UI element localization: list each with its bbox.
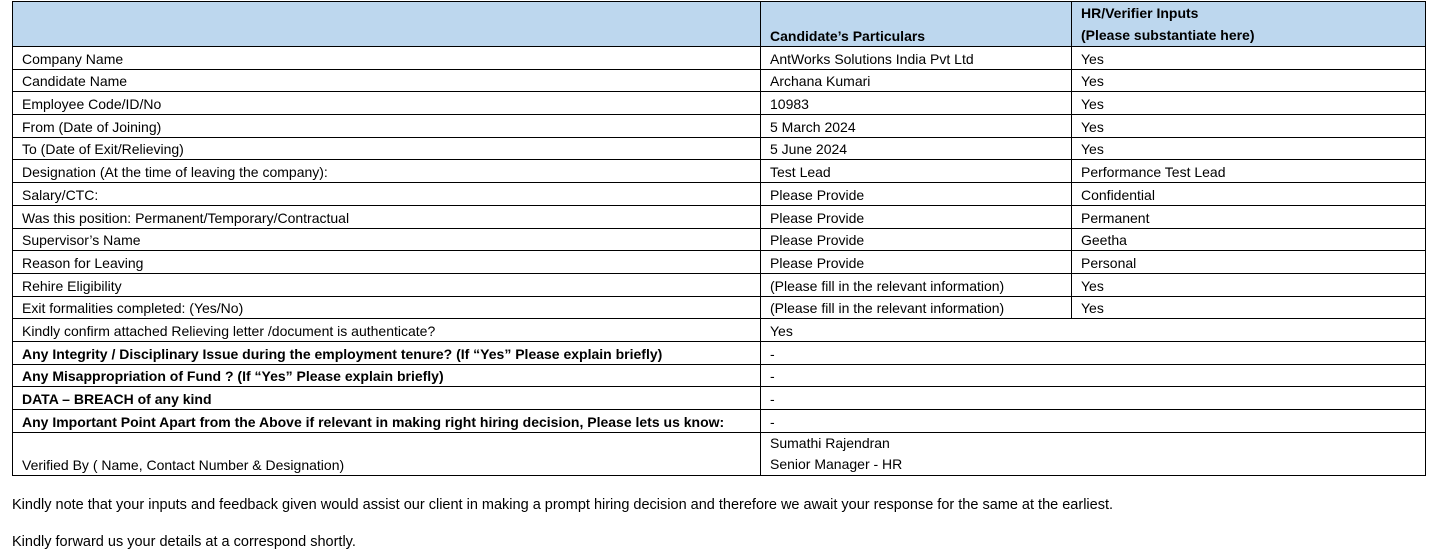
- table-row: [13, 205, 1426, 228]
- merged-row-label: DATA – BREACH of any kind: [13, 387, 761, 410]
- cut-off-line: Kindly forward us your details at a correspond shortly.: [12, 534, 356, 550]
- merged-row: [13, 387, 1426, 410]
- row-hr-value: Yes: [1072, 115, 1426, 138]
- row-hr-value: Yes: [1072, 69, 1426, 92]
- row-label: Reason for Leaving: [13, 251, 761, 274]
- table-row: [13, 183, 1426, 206]
- row-label: Was this position: Permanent/Temporary/Contractual: [13, 205, 761, 228]
- row-candidate-value: Archana Kumari: [761, 69, 1072, 92]
- row-label: Company Name: [13, 47, 761, 70]
- verified-by-label: Verified By ( Name, Contact Number & Designation): [13, 432, 761, 475]
- row-hr-value: Performance Test Lead: [1072, 160, 1426, 183]
- verified-by-value: [761, 432, 1426, 475]
- row-candidate-value: (Please fill in the relevant information): [761, 296, 1072, 319]
- row-candidate-value: 5 June 2024: [761, 137, 1072, 160]
- row-candidate-value: Test Lead: [761, 160, 1072, 183]
- row-hr-value: Personal: [1072, 251, 1426, 274]
- row-hr-value: Yes: [1072, 47, 1426, 70]
- merged-row-value: -: [761, 341, 1426, 364]
- row-candidate-value: (Please fill in the relevant information): [761, 273, 1072, 296]
- row-candidate-value: Please Provide: [761, 183, 1072, 206]
- row-candidate-value: AntWorks Solutions India Pvt Ltd: [761, 47, 1072, 70]
- row-candidate-value: 10983: [761, 92, 1072, 115]
- merged-row-label: Any Important Point Apart from the Above if relevant in making right hiring decision, Please lets us know:: [13, 410, 761, 433]
- row-candidate-value: Please Provide: [761, 228, 1072, 251]
- table-row: [13, 137, 1426, 160]
- merged-row: [13, 319, 1426, 342]
- verified-by-row: [13, 432, 1426, 475]
- merged-row-label: Kindly confirm attached Relieving letter /document is authenticate?: [13, 319, 761, 342]
- merged-row-value: -: [761, 364, 1426, 387]
- row-candidate-value: Please Provide: [761, 205, 1072, 228]
- header-hr-verifier-inputs: [1072, 2, 1426, 47]
- row-label: Rehire Eligibility: [13, 273, 761, 296]
- row-label: Supervisor’s Name: [13, 228, 761, 251]
- table-row: [13, 228, 1426, 251]
- header-row: [13, 2, 1426, 47]
- header-candidate-particulars: Candidate’s Particulars: [761, 2, 1072, 47]
- header-hr-line1: HR/Verifier Inputs: [1081, 5, 1199, 21]
- closing-note: Kindly note that your inputs and feedback given would assist our client in making a prompt hiring decision and therefore we await your response for the same at the earliest.: [12, 497, 1114, 513]
- row-hr-value: Yes: [1072, 273, 1426, 296]
- table-row: [13, 251, 1426, 274]
- table-row: [13, 273, 1426, 296]
- row-hr-value: Yes: [1072, 92, 1426, 115]
- header-hr-line2: (Please substantiate here): [1081, 27, 1255, 43]
- row-hr-value: Yes: [1072, 137, 1426, 160]
- row-candidate-value: Please Provide: [761, 251, 1072, 274]
- merged-row: [13, 341, 1426, 364]
- table-row: [13, 296, 1426, 319]
- merged-row-value: Yes: [761, 319, 1426, 342]
- row-label: From (Date of Joining): [13, 115, 761, 138]
- row-label: Employee Code/ID/No: [13, 92, 761, 115]
- row-hr-value: Geetha: [1072, 228, 1426, 251]
- merged-row: [13, 410, 1426, 433]
- table-row: [13, 115, 1426, 138]
- verification-form-table: [12, 1, 1426, 476]
- row-candidate-value: 5 March 2024: [761, 115, 1072, 138]
- table-row: [13, 69, 1426, 92]
- row-label: Salary/CTC:: [13, 183, 761, 206]
- table-row: [13, 47, 1426, 70]
- row-label: Exit formalities completed: (Yes/No): [13, 296, 761, 319]
- row-hr-value: Permanent: [1072, 205, 1426, 228]
- row-label: Candidate Name: [13, 69, 761, 92]
- merged-row-label: Any Misappropriation of Fund ? (If “Yes” Please explain briefly): [13, 364, 761, 387]
- row-label: Designation (At the time of leaving the company):: [13, 160, 761, 183]
- row-label: To (Date of Exit/Relieving): [13, 137, 761, 160]
- table-row: [13, 160, 1426, 183]
- header-blank-cell: [13, 2, 761, 47]
- merged-row: [13, 364, 1426, 387]
- merged-row-value: -: [761, 410, 1426, 433]
- verifier-designation: Senior Manager - HR: [770, 455, 903, 472]
- verifier-name: Sumathi Rajendran: [770, 434, 890, 451]
- merged-row-label: Any Integrity / Disciplinary Issue during the employment tenure? (If “Yes” Please explain briefly): [13, 341, 761, 364]
- table-row: [13, 92, 1426, 115]
- row-hr-value: Confidential: [1072, 183, 1426, 206]
- merged-row-value: -: [761, 387, 1426, 410]
- row-hr-value: Yes: [1072, 296, 1426, 319]
